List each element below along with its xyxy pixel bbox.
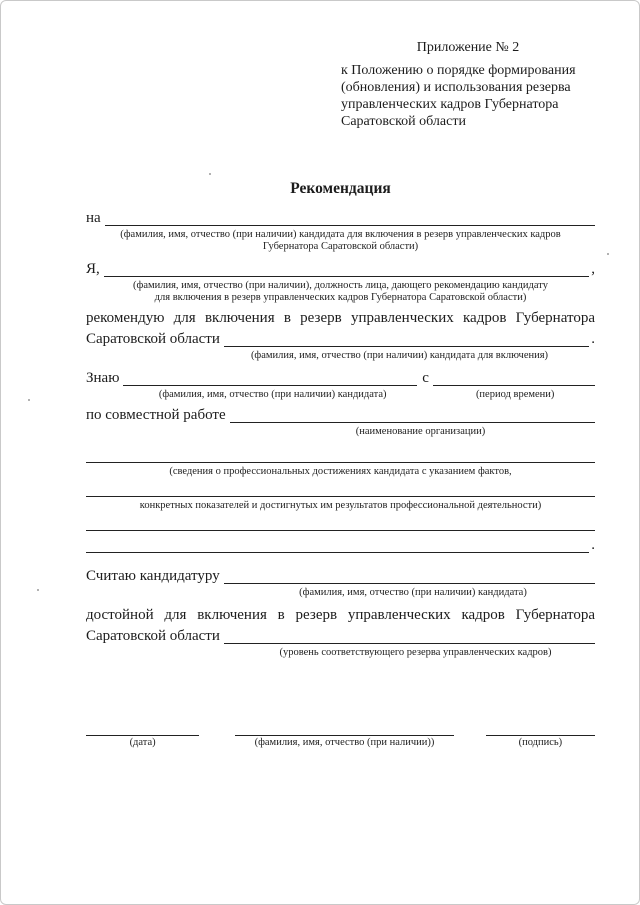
recommender-row — [86, 259, 595, 280]
achievements-line-2 — [86, 478, 595, 500]
recommend-caption: (фамилия, имя, отчество (при наличии) кандидата для включения) — [250, 350, 549, 361]
worthy-text-line1: достойной для включения в резерв управленческих кадров Губернатора — [86, 607, 595, 623]
worthy-row — [86, 626, 595, 647]
document-title: Рекомендация — [290, 180, 391, 197]
appendix-line: (обновления) и использования резерва — [341, 80, 571, 95]
known-candidate-field — [123, 369, 417, 386]
achievements-line-3 — [86, 512, 595, 534]
name-field — [235, 721, 454, 736]
consider-candidate-field — [224, 567, 595, 584]
achievements-line-1 — [86, 444, 595, 466]
know-caption-left: (фамилия, имя, отчество (при наличии) кандидата) — [158, 389, 387, 400]
recommender-name-field — [104, 260, 589, 277]
appendix-line: к Положению о порядке формирования — [341, 63, 576, 78]
ya-caption-line2: для включения в резерв управленческих кадров Губернатора Саратовской области) — [154, 292, 527, 303]
worthy-line2-label: Саратовской области — [86, 628, 220, 644]
recommend-candidate-field — [224, 330, 589, 347]
work-caption: (наименование организации) — [355, 426, 486, 437]
achievements-field-1 — [86, 446, 595, 463]
scan-speck — [209, 173, 211, 175]
achievements-trailing-period: . — [591, 537, 595, 553]
work-label: по совместной работе — [86, 407, 226, 423]
recommend-text-line1: рекомендую для включения в резерв управленческих кадров Губернатора — [86, 310, 595, 326]
consider-row — [86, 566, 595, 587]
consider-label: Считаю кандидатуру — [86, 568, 220, 584]
signature-field — [486, 721, 595, 736]
signature-caption: (подпись) — [518, 737, 563, 748]
know-caption-right: (период времени) — [475, 389, 555, 400]
know-conjunction: с — [422, 370, 429, 386]
achievements-field-2 — [86, 480, 595, 497]
recommend-row — [86, 329, 595, 350]
joint-work-row — [86, 405, 595, 426]
consider-caption: (фамилия, имя, отчество (при наличии) кандидата) — [299, 587, 527, 598]
achievements-caption-line2: конкретных показателей и достигнутых им результатов профессиональной деятельности) — [139, 500, 542, 511]
na-caption-line2: Губернатора Саратовской области) — [262, 241, 419, 252]
na-caption-line1: (фамилия, имя, отчество (при наличии) кандидата для включения в резерв управленческих кадров — [120, 229, 561, 240]
date-field — [86, 721, 199, 736]
scan-speck — [607, 253, 609, 255]
ya-caption-line1: (фамилия, имя, отчество (при наличии), должность лица, дающего рекомендацию кандидату — [133, 280, 548, 291]
recommend-line2-label: Саратовской области — [86, 331, 220, 347]
achievements-caption-line1: (сведения о профессиональных достижениях кандидата с указанием фактов, — [169, 466, 512, 477]
candidate-name-field — [105, 209, 595, 226]
scan-speck — [28, 399, 30, 401]
achievements-field-3 — [86, 514, 595, 531]
signature-captions-row — [86, 737, 595, 749]
appendix-number: Приложение № 2 — [416, 40, 520, 55]
scan-speck — [37, 589, 39, 591]
worthy-caption: (уровень соответствующего резерва управленческих кадров) — [279, 647, 552, 658]
signature-row — [86, 721, 595, 736]
organization-field — [230, 406, 595, 423]
appendix-line: управленческих кадров Губернатора — [341, 97, 559, 112]
know-row — [86, 368, 595, 389]
know-captions-row — [86, 389, 595, 401]
ya-label: Я, — [86, 261, 100, 277]
recommend-trailing-period: . — [591, 331, 595, 347]
date-caption: (дата) — [129, 737, 156, 748]
appendix-line: Саратовской области — [341, 114, 466, 129]
know-label: Знаю — [86, 370, 120, 386]
reserve-level-field — [224, 627, 595, 644]
achievements-line-4 — [86, 534, 595, 556]
ya-trailing-comma: , — [591, 261, 595, 277]
na-label: на — [86, 210, 101, 226]
name-caption: (фамилия, имя, отчество (при наличии)) — [254, 737, 435, 748]
known-period-field — [433, 369, 595, 386]
appendix-header — [341, 39, 595, 130]
candidate-name-row — [86, 208, 595, 229]
achievements-field-4 — [86, 536, 589, 553]
